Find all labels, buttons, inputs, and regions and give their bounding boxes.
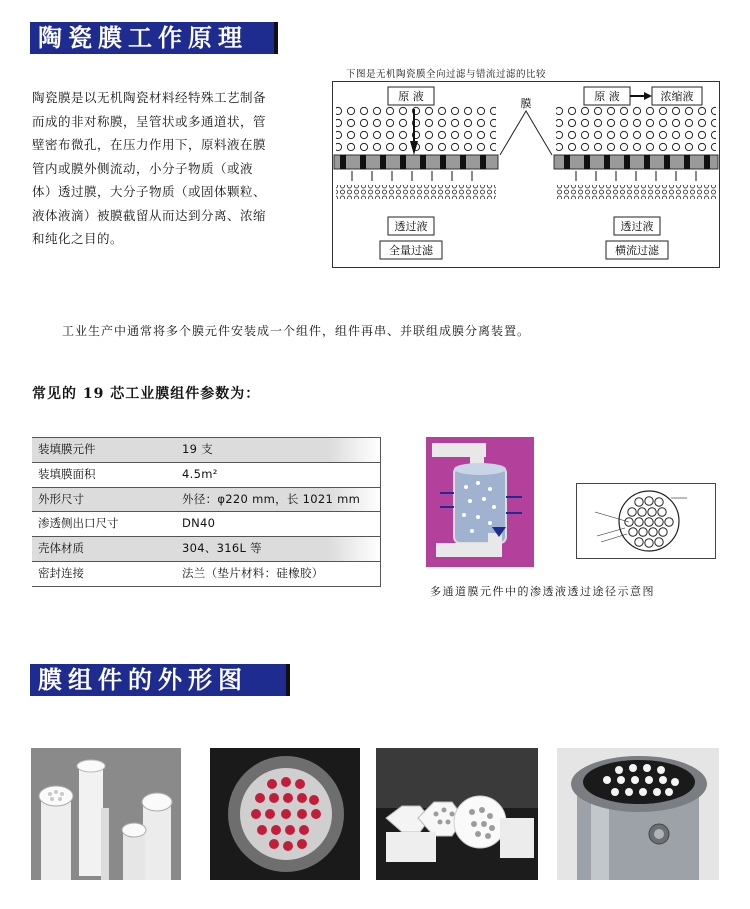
table-row <box>32 488 380 513</box>
param-table <box>32 437 381 587</box>
table-row <box>32 537 380 562</box>
table-row <box>32 512 380 537</box>
table-row <box>32 463 380 488</box>
right-membrane <box>554 155 718 169</box>
right-feed-label: 原 液 <box>594 90 620 103</box>
left-membrane <box>334 155 498 169</box>
left-mode-label: 全量过滤 <box>389 244 433 257</box>
param-key: 渗透侧出口尺寸 <box>38 516 119 531</box>
intro-paragraph: 陶瓷膜是以无机陶瓷材料经特殊工艺制备而成的非对称膜，呈管状或多通道状，管壁密布微孔，在压力作用下，原料液在膜管内或膜外侧流动，小分子物质（或液体）透过膜，大分子物质（或固体颗粒、液体液滴）被膜截留从而达到分离、浓缩和纯化之目的。 <box>32 90 267 246</box>
section-title-principle: 陶瓷膜工作原理 <box>30 22 274 54</box>
industry-paragraph: 工业生产中通常将多个膜元件安装成一个组件，组件再串、并联组成膜分离装置。 <box>62 324 531 338</box>
right-permeate-label: 透过液 <box>620 220 654 233</box>
left-permeate-label: 透过液 <box>394 220 428 233</box>
left-permeate-particles <box>336 185 496 199</box>
membrane-label: 膜 <box>520 97 532 110</box>
table-row <box>32 562 380 587</box>
param-value: 304、316L 等 <box>182 541 262 556</box>
right-permeate-particles <box>556 185 716 199</box>
param-value: 法兰（垫片材料：硅橡胶） <box>182 565 324 580</box>
channel-cross-section <box>576 483 716 559</box>
param-key: 装填膜面积 <box>38 466 96 481</box>
photo-module-housing <box>557 748 719 880</box>
right-feed-particles <box>556 105 716 151</box>
table-row <box>32 438 380 463</box>
right-mode-label: 横流过滤 <box>615 244 659 257</box>
photo-membrane-elements <box>376 748 538 880</box>
concentrate-label: 浓缩液 <box>660 90 694 103</box>
photo-module-end <box>210 748 360 880</box>
photo-membrane-tubes <box>31 748 181 880</box>
diagram-caption: 下图是无机陶瓷膜全向过滤与错流过滤的比较 <box>346 69 547 80</box>
param-key: 密封连接 <box>38 565 84 580</box>
param-value: 19 支 <box>182 442 213 456</box>
param-value: 4.5m² <box>182 466 218 481</box>
section-title-appearance: 膜组件的外形图 <box>30 664 286 696</box>
left-feed-label: 原 液 <box>398 90 424 103</box>
param-key: 壳体材质 <box>38 541 84 556</box>
param-value: 外径：φ220 mm，长 1021 mm <box>182 491 361 506</box>
param-key: 装填膜元件 <box>38 442 96 456</box>
filtration-comparison-diagram <box>332 81 720 271</box>
permeate-flow-illustration <box>426 437 534 567</box>
params-title: 常见的 19 芯工业膜组件参数为： <box>32 386 261 402</box>
figure-caption: 多通道膜元件中的渗透液透过途径示意图 <box>430 585 655 598</box>
param-value: DN40 <box>182 516 216 531</box>
param-key: 外形尺寸 <box>38 491 84 506</box>
